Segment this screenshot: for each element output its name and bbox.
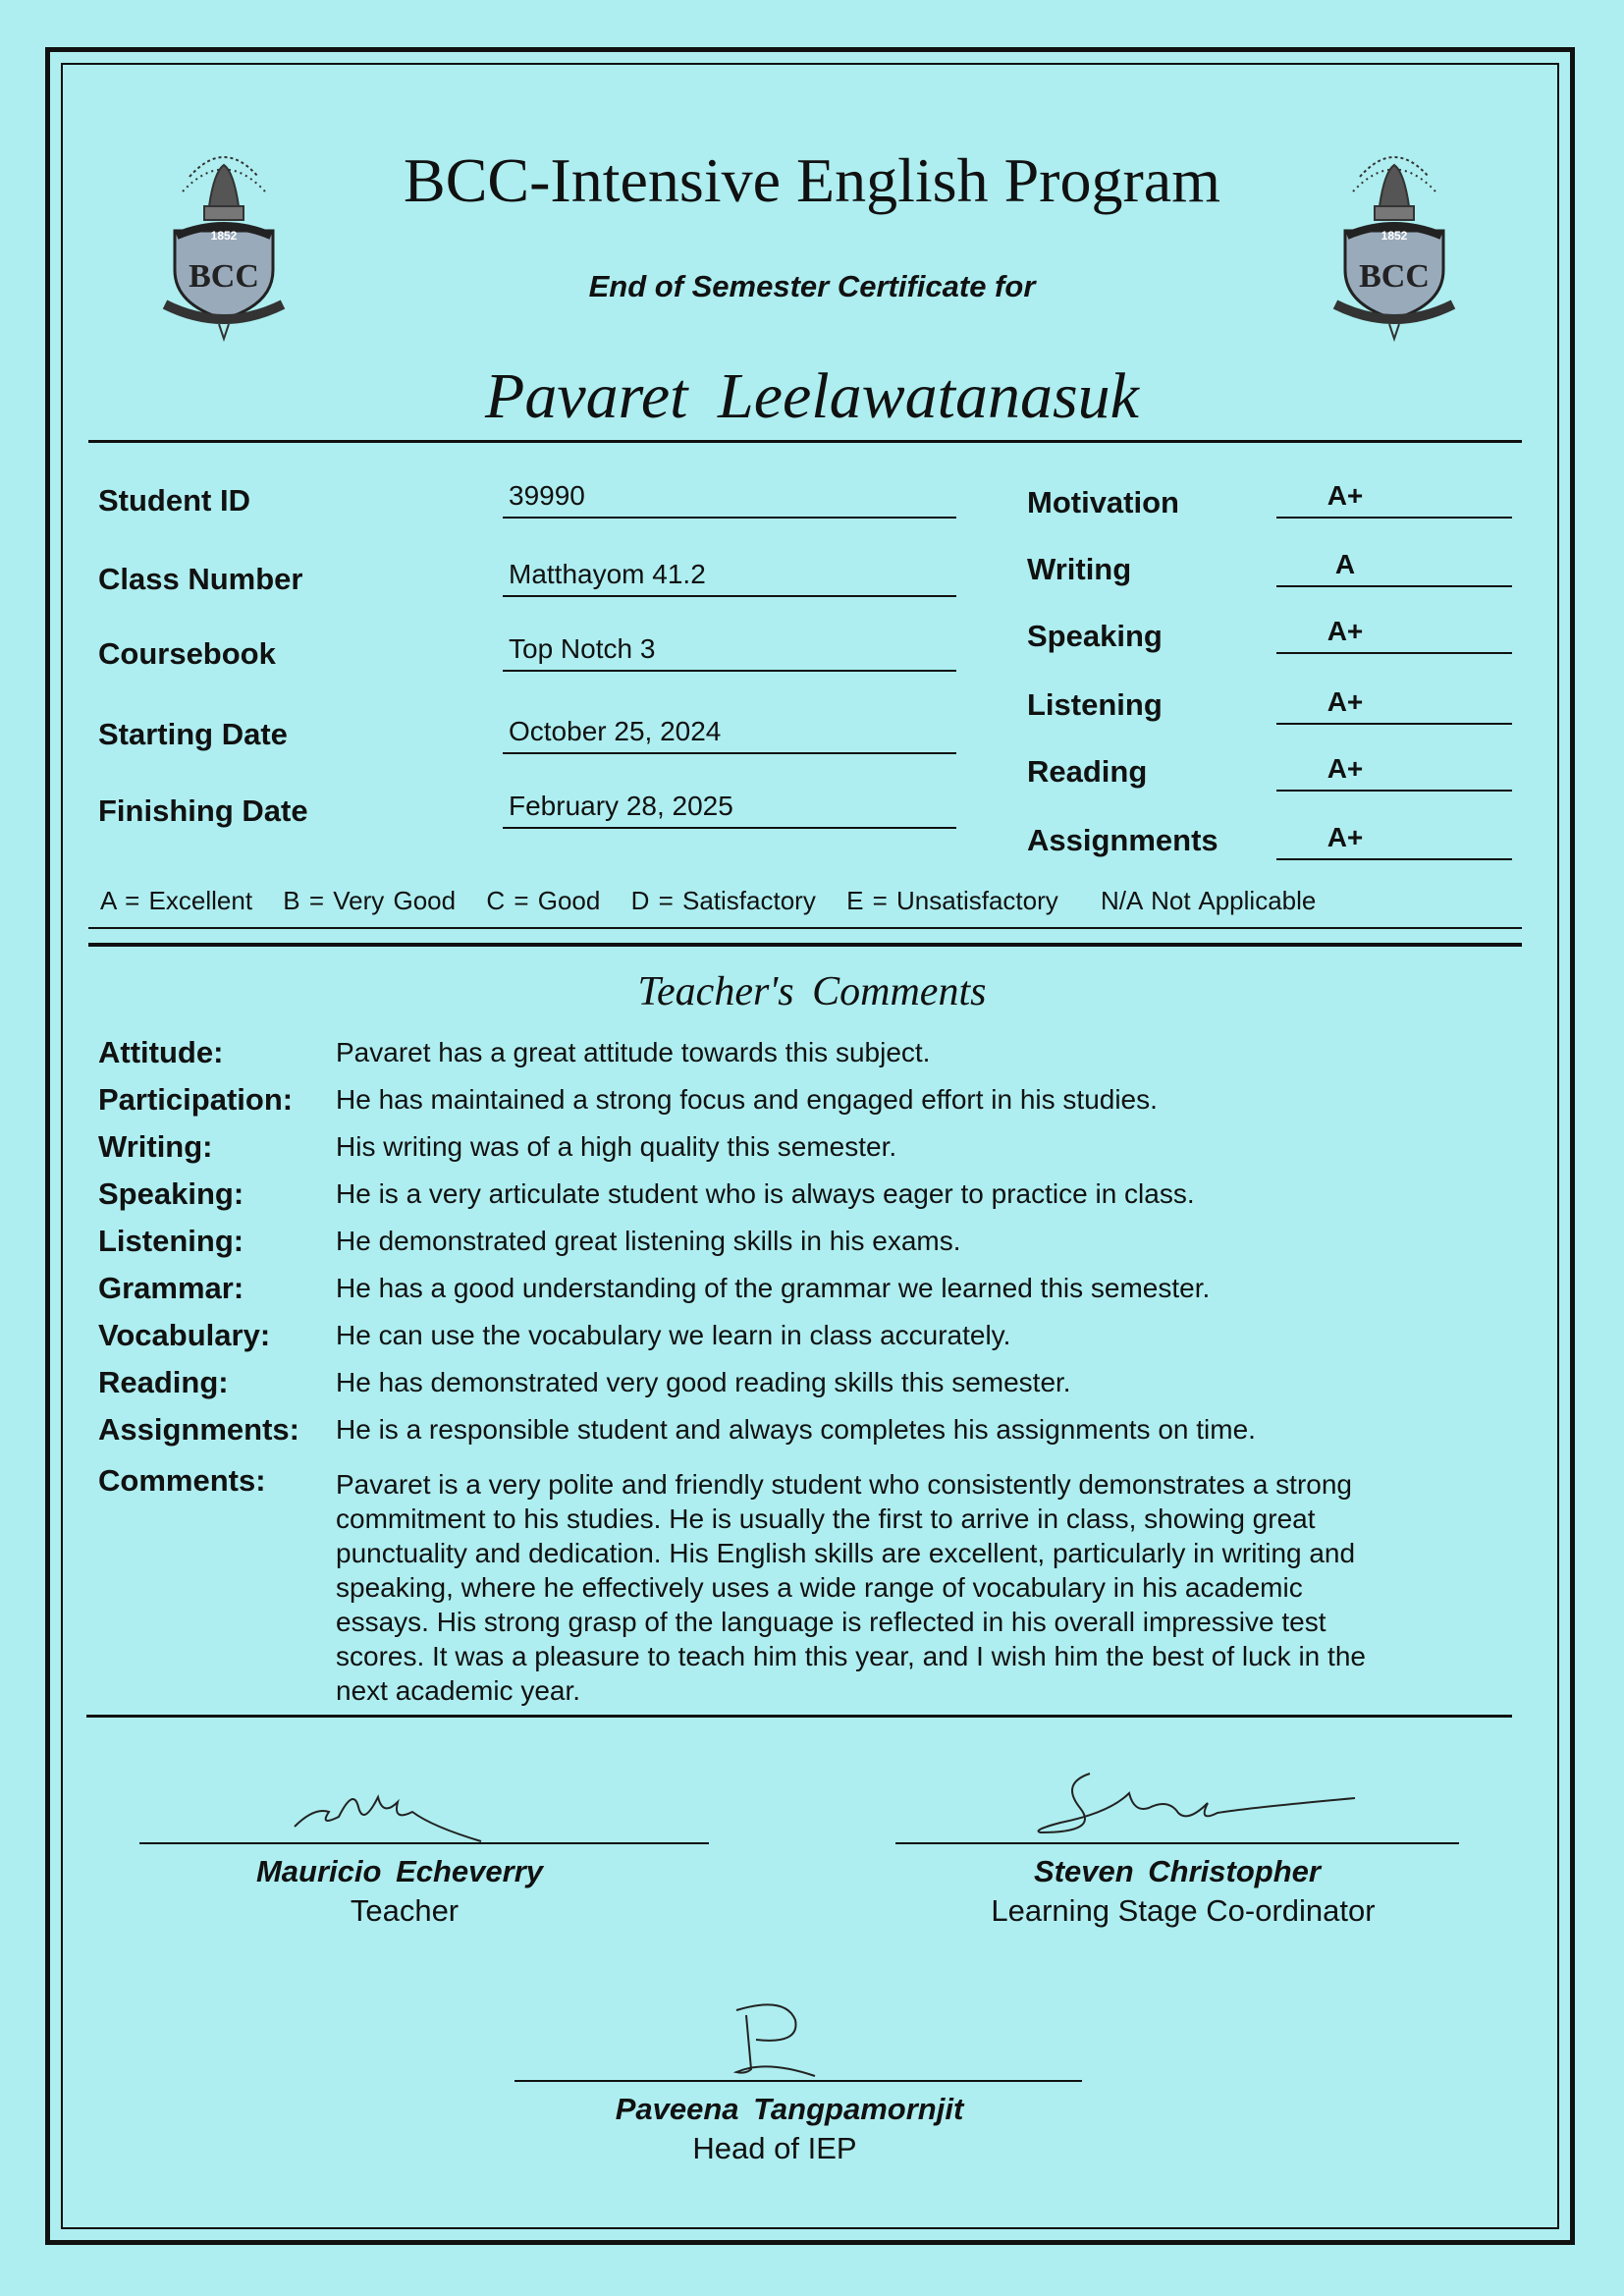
comment-label: Vocabulary: <box>98 1318 271 1352</box>
reading-grade: A+ <box>1276 752 1512 792</box>
comment-label: Reading: <box>98 1365 229 1399</box>
comments-section-title: Teacher's Comments <box>637 969 987 1014</box>
grade-legend <box>100 886 1337 916</box>
legend-item: N/A Not Applicable <box>1101 886 1317 915</box>
comment-label: Participation: <box>98 1082 294 1117</box>
general-comments-line: next academic year. <box>336 1675 581 1706</box>
svg-text:BCC: BCC <box>1359 258 1430 295</box>
coordinator-name: Steven Christopher <box>1034 1854 1321 1888</box>
comment-label: Listening: <box>98 1224 244 1258</box>
legend-item: C = Good <box>486 886 601 915</box>
student-name: Pavaret Leelawatanasuk <box>485 360 1139 432</box>
motivation-label: Motivation <box>1027 485 1179 519</box>
head-name: Paveena Tangpamornjit <box>615 2092 964 2126</box>
motivation-grade: A+ <box>1276 479 1512 519</box>
comment-text: He has a good understanding of the grammar we learned this semester. <box>336 1273 1211 1303</box>
head-role: Head of IEP <box>692 2131 857 2165</box>
comment-text: He demonstrated great listening skills in his exams. <box>336 1226 961 1256</box>
writing-grade: A <box>1276 548 1512 587</box>
coursebook-value: Top Notch 3 <box>503 630 956 672</box>
finishing-date-value: February 28, 2025 <box>503 788 956 829</box>
class-number-value: Matthayom 41.2 <box>503 556 956 597</box>
general-comments-line: punctuality and dedication. His English skills are excellent, particularly in writing and <box>336 1538 1356 1568</box>
comment-text: He has demonstrated very good reading skills this semester. <box>336 1367 1071 1397</box>
comment-text: He has maintained a strong focus and engaged effort in his studies. <box>336 1084 1158 1115</box>
coordinator-signature-line <box>895 1842 1459 1844</box>
comment-text: Pavaret has a great attitude towards this subject. <box>336 1037 931 1067</box>
legend-divider-thin <box>88 927 1522 929</box>
comment-label: Attitude: <box>98 1035 224 1069</box>
certificate-subtitle: End of Semester Certificate for <box>588 269 1036 303</box>
listening-grade: A+ <box>1276 685 1512 725</box>
class-number-label: Class Number <box>98 562 303 596</box>
student-id-label: Student ID <box>98 483 250 518</box>
program-title: BCC-Intensive English Program <box>404 145 1220 215</box>
legend-item: A = Excellent <box>100 886 253 915</box>
legend-item: B = Very Good <box>283 886 457 915</box>
assignments-label: Assignments <box>1027 823 1218 857</box>
general-comments-line: essays. His strong grasp of the language is reflected in his overall impressive test <box>336 1607 1326 1637</box>
comment-text: He is a very articulate student who is always eager to practice in class. <box>336 1178 1195 1209</box>
general-comments-label: Comments: <box>98 1463 266 1498</box>
comment-label: Writing: <box>98 1129 213 1164</box>
writing-label: Writing <box>1027 552 1132 586</box>
starting-date-value: October 25, 2024 <box>503 713 956 754</box>
svg-text:BCC: BCC <box>189 258 259 295</box>
assignments-grade: A+ <box>1276 821 1512 860</box>
head-signature <box>707 1995 835 2084</box>
teacher-name: Mauricio Echeverry <box>255 1854 544 1888</box>
comment-label: Speaking: <box>98 1176 244 1211</box>
comment-text: His writing was of a high quality this semester. <box>336 1131 897 1162</box>
svg-text:1852: 1852 <box>1380 229 1408 243</box>
legend-item: D = Satisfactory <box>630 886 816 915</box>
coordinator-role: Learning Stage Co-ordinator <box>991 1893 1376 1928</box>
head-signature-line <box>514 2080 1082 2082</box>
general-comments-text <box>336 1467 1494 1708</box>
comment-text: He is a responsible student and always completes his assignments on time. <box>336 1414 1256 1445</box>
svg-text:1852: 1852 <box>210 229 238 243</box>
comment-text: He can use the vocabulary we learn in class accurately. <box>336 1320 1011 1350</box>
student-id-value: 39990 <box>503 477 956 519</box>
listening-label: Listening <box>1027 687 1163 722</box>
legend-divider-thick <box>88 943 1522 947</box>
starting-date-label: Starting Date <box>98 717 288 751</box>
speaking-grade: A+ <box>1276 615 1512 654</box>
teacher-role: Teacher <box>350 1893 460 1928</box>
comment-label: Assignments: <box>98 1412 299 1447</box>
general-comments-line: Pavaret is a very polite and friendly student who consistently demonstrates a strong <box>336 1469 1352 1500</box>
general-comments-line: speaking, where he effectively uses a wide range of vocabulary in his academic <box>336 1572 1303 1603</box>
general-comments-line: commitment to his studies. He is usually the first to arrive in class, showing great <box>336 1503 1316 1534</box>
comments-divider <box>86 1715 1512 1718</box>
reading-label: Reading <box>1027 754 1148 789</box>
header-divider <box>88 440 1522 443</box>
teacher-signature-line <box>139 1842 709 1844</box>
finishing-date-label: Finishing Date <box>98 793 308 828</box>
speaking-label: Speaking <box>1027 619 1163 653</box>
comment-label: Grammar: <box>98 1271 244 1305</box>
legend-item: E = Unsatisfactory <box>846 886 1058 915</box>
coordinator-signature <box>1021 1754 1375 1852</box>
general-comments-line: scores. It was a pleasure to teach him this year, and I wish him the best of luck in the <box>336 1641 1366 1671</box>
coursebook-label: Coursebook <box>98 636 276 671</box>
